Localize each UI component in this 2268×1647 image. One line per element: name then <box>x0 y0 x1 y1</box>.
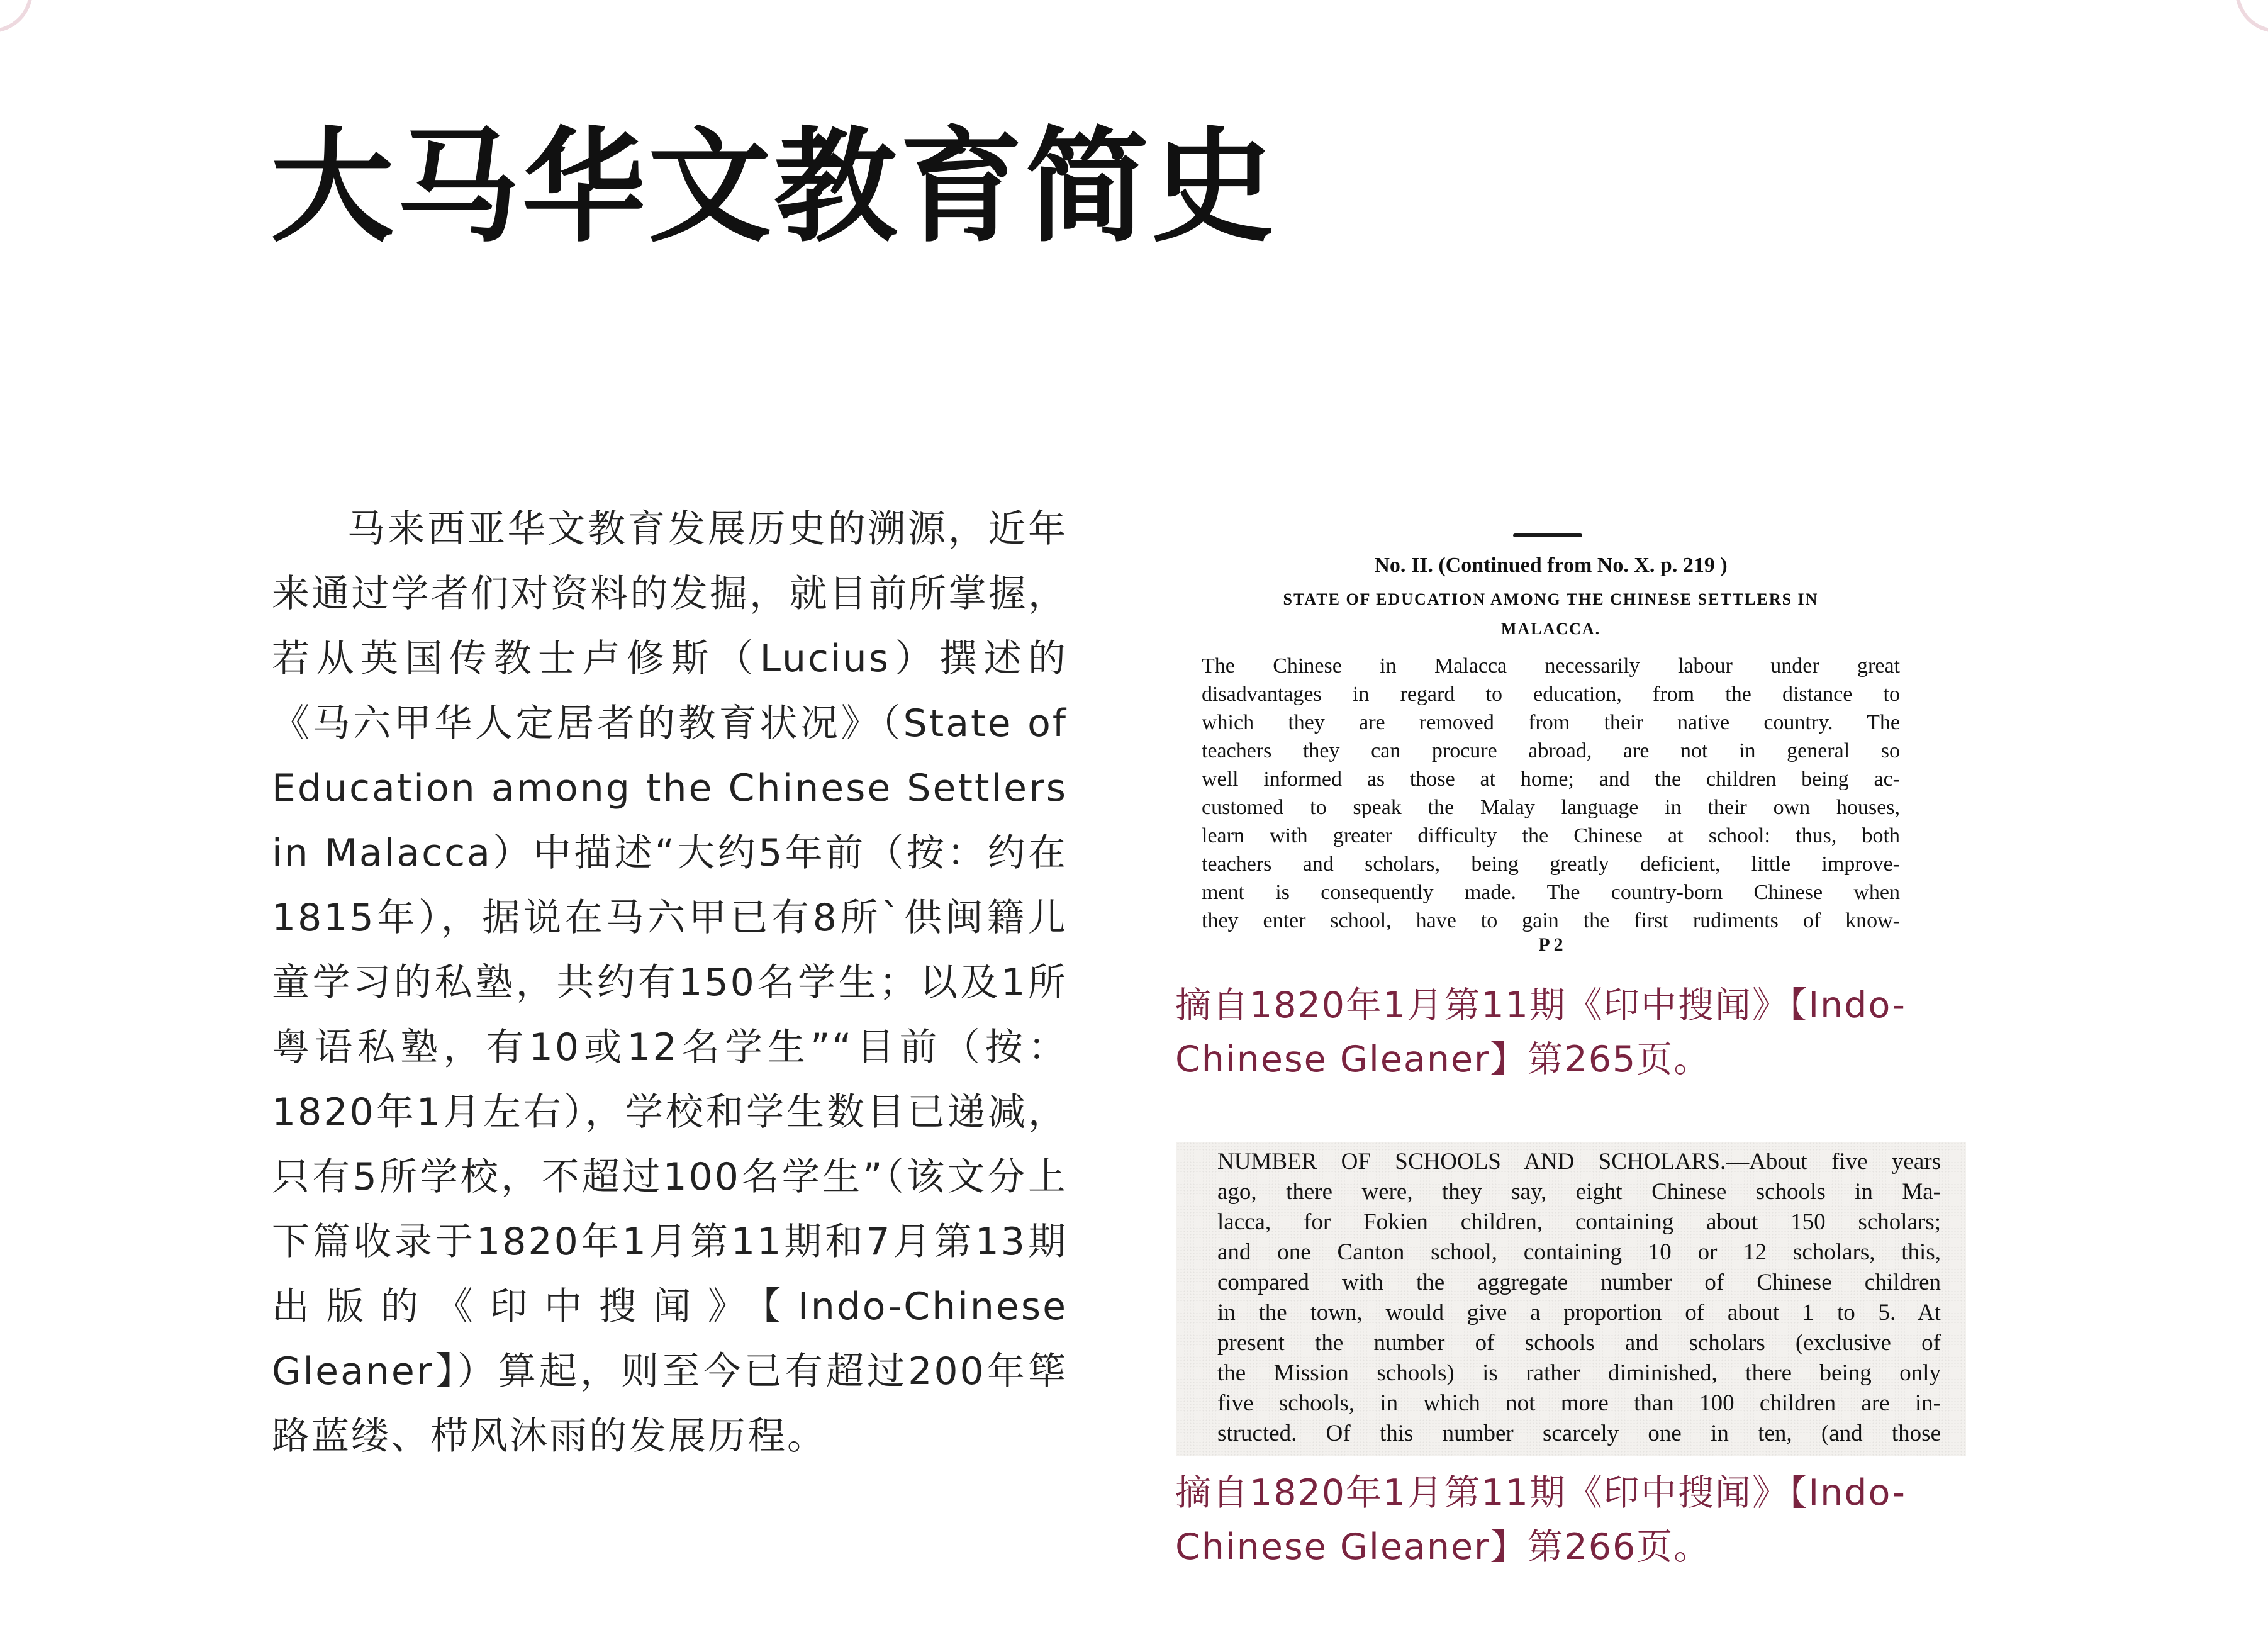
clipping-line: teachers and scholars, being greatly deficient, little improve- <box>1202 852 1900 876</box>
clipping-line: they enter school, have to gain the first rudiments of know- <box>1202 909 1900 932</box>
clipping-rule <box>1513 533 1582 537</box>
clipping-title-line-2: MALACCA. <box>1500 620 1601 638</box>
clipping-line: ment is consequently made. The country-born Chinese when <box>1202 881 1900 904</box>
caption-page-266: 摘自1820年1月第11期《印中搜闻》【Indo-Chinese Gleaner】第266页。 <box>1175 1472 1906 1568</box>
corner-ornament-left <box>0 0 33 33</box>
clipping-line: present the number of schools and scholars (exclusive of <box>1217 1330 1941 1356</box>
clipping-line: five schools, in which not more than 100 children are in- <box>1217 1390 1941 1416</box>
clipping-line: and one Canton school, containing 10 or 12 scholars, this, <box>1217 1239 1941 1265</box>
clipping-line: in the town, would give a proportion of about 1 to 5. At <box>1217 1300 1941 1326</box>
caption-page-265: 摘自1820年1月第11期《印中搜闻》【Indo-Chinese Gleaner】第265页。 <box>1175 985 1906 1080</box>
page-title: 大马华文教育简史 <box>271 116 1278 260</box>
clipping-number-heading: No. II. (Continued from No. X. p. 219 ) <box>1374 554 1728 577</box>
clipping-line: structed. Of this number scarcely one in ten, (and those <box>1217 1421 1941 1446</box>
corner-ornament-right <box>2235 0 2268 33</box>
clipping-line: ago, there were, they say, eight Chinese schools in Ma- <box>1217 1179 1941 1205</box>
newspaper-clipping-page-265 <box>1195 516 1906 956</box>
clipping-line: which they are removed from their native country. The <box>1202 711 1900 734</box>
body-paragraph: 马来西亚华文教育发展历史的溯源，近年来通过学者们对资料的发掘，就目前所掌握，若从英国传教士卢修斯（Lucius）撰述的《马六甲华人定居者的教育状况》（State of Education among the Chinese Settlers in Malacca）中描述“大约5年前（按：约在1815年），据说在马六甲已有8所`供闽籍儿童学习的私塾，共约有150名学生；以及1所粤语私塾，有10或12名学生”“目前（按：1820年1月左右），学校和学生数目已递减，只有5所学校，不超过100名学生”（该文分上下篇收录于1820年1月第11期和7月第13期出版的《印中搜闻》【Indo-Chinese Gleaner】）算起，则至今已有超过200年筚路蓝缕、栉风沐雨的发展历程。 <box>272 507 1068 1458</box>
newspaper-clipping-page-266 <box>1176 1142 1966 1456</box>
clipping-line: lacca, for Fokien children, containing about 150 scholars; <box>1217 1209 1941 1235</box>
clipping-line: the Mission schools) is rather diminished, there being only <box>1217 1360 1941 1386</box>
clipping-line: teachers they can procure abroad, are not in general so <box>1202 739 1900 762</box>
clipping-line: disadvantages in regard to education, from the distance to <box>1202 683 1900 706</box>
clipping-line: learn with greater difficulty the Chinese at school: thus, both <box>1202 824 1900 847</box>
clipping-title-line-1: STATE OF EDUCATION AMONG THE CHINESE SETTLERS IN <box>1283 590 1819 608</box>
clipping-line: compared with the aggregate number of Chinese children <box>1217 1270 1941 1295</box>
clipping-page-mark: P 2 <box>1538 934 1563 955</box>
clipping-line: The Chinese in Malacca necessarily labour under great <box>1202 654 1900 678</box>
clipping-line: customed to speak the Malay language in their own houses, <box>1202 796 1900 819</box>
clipping-line: well informed as those at home; and the children being ac- <box>1202 768 1900 791</box>
clipping-line: NUMBER OF SCHOOLS AND SCHOLARS.—About five years <box>1217 1149 1941 1175</box>
